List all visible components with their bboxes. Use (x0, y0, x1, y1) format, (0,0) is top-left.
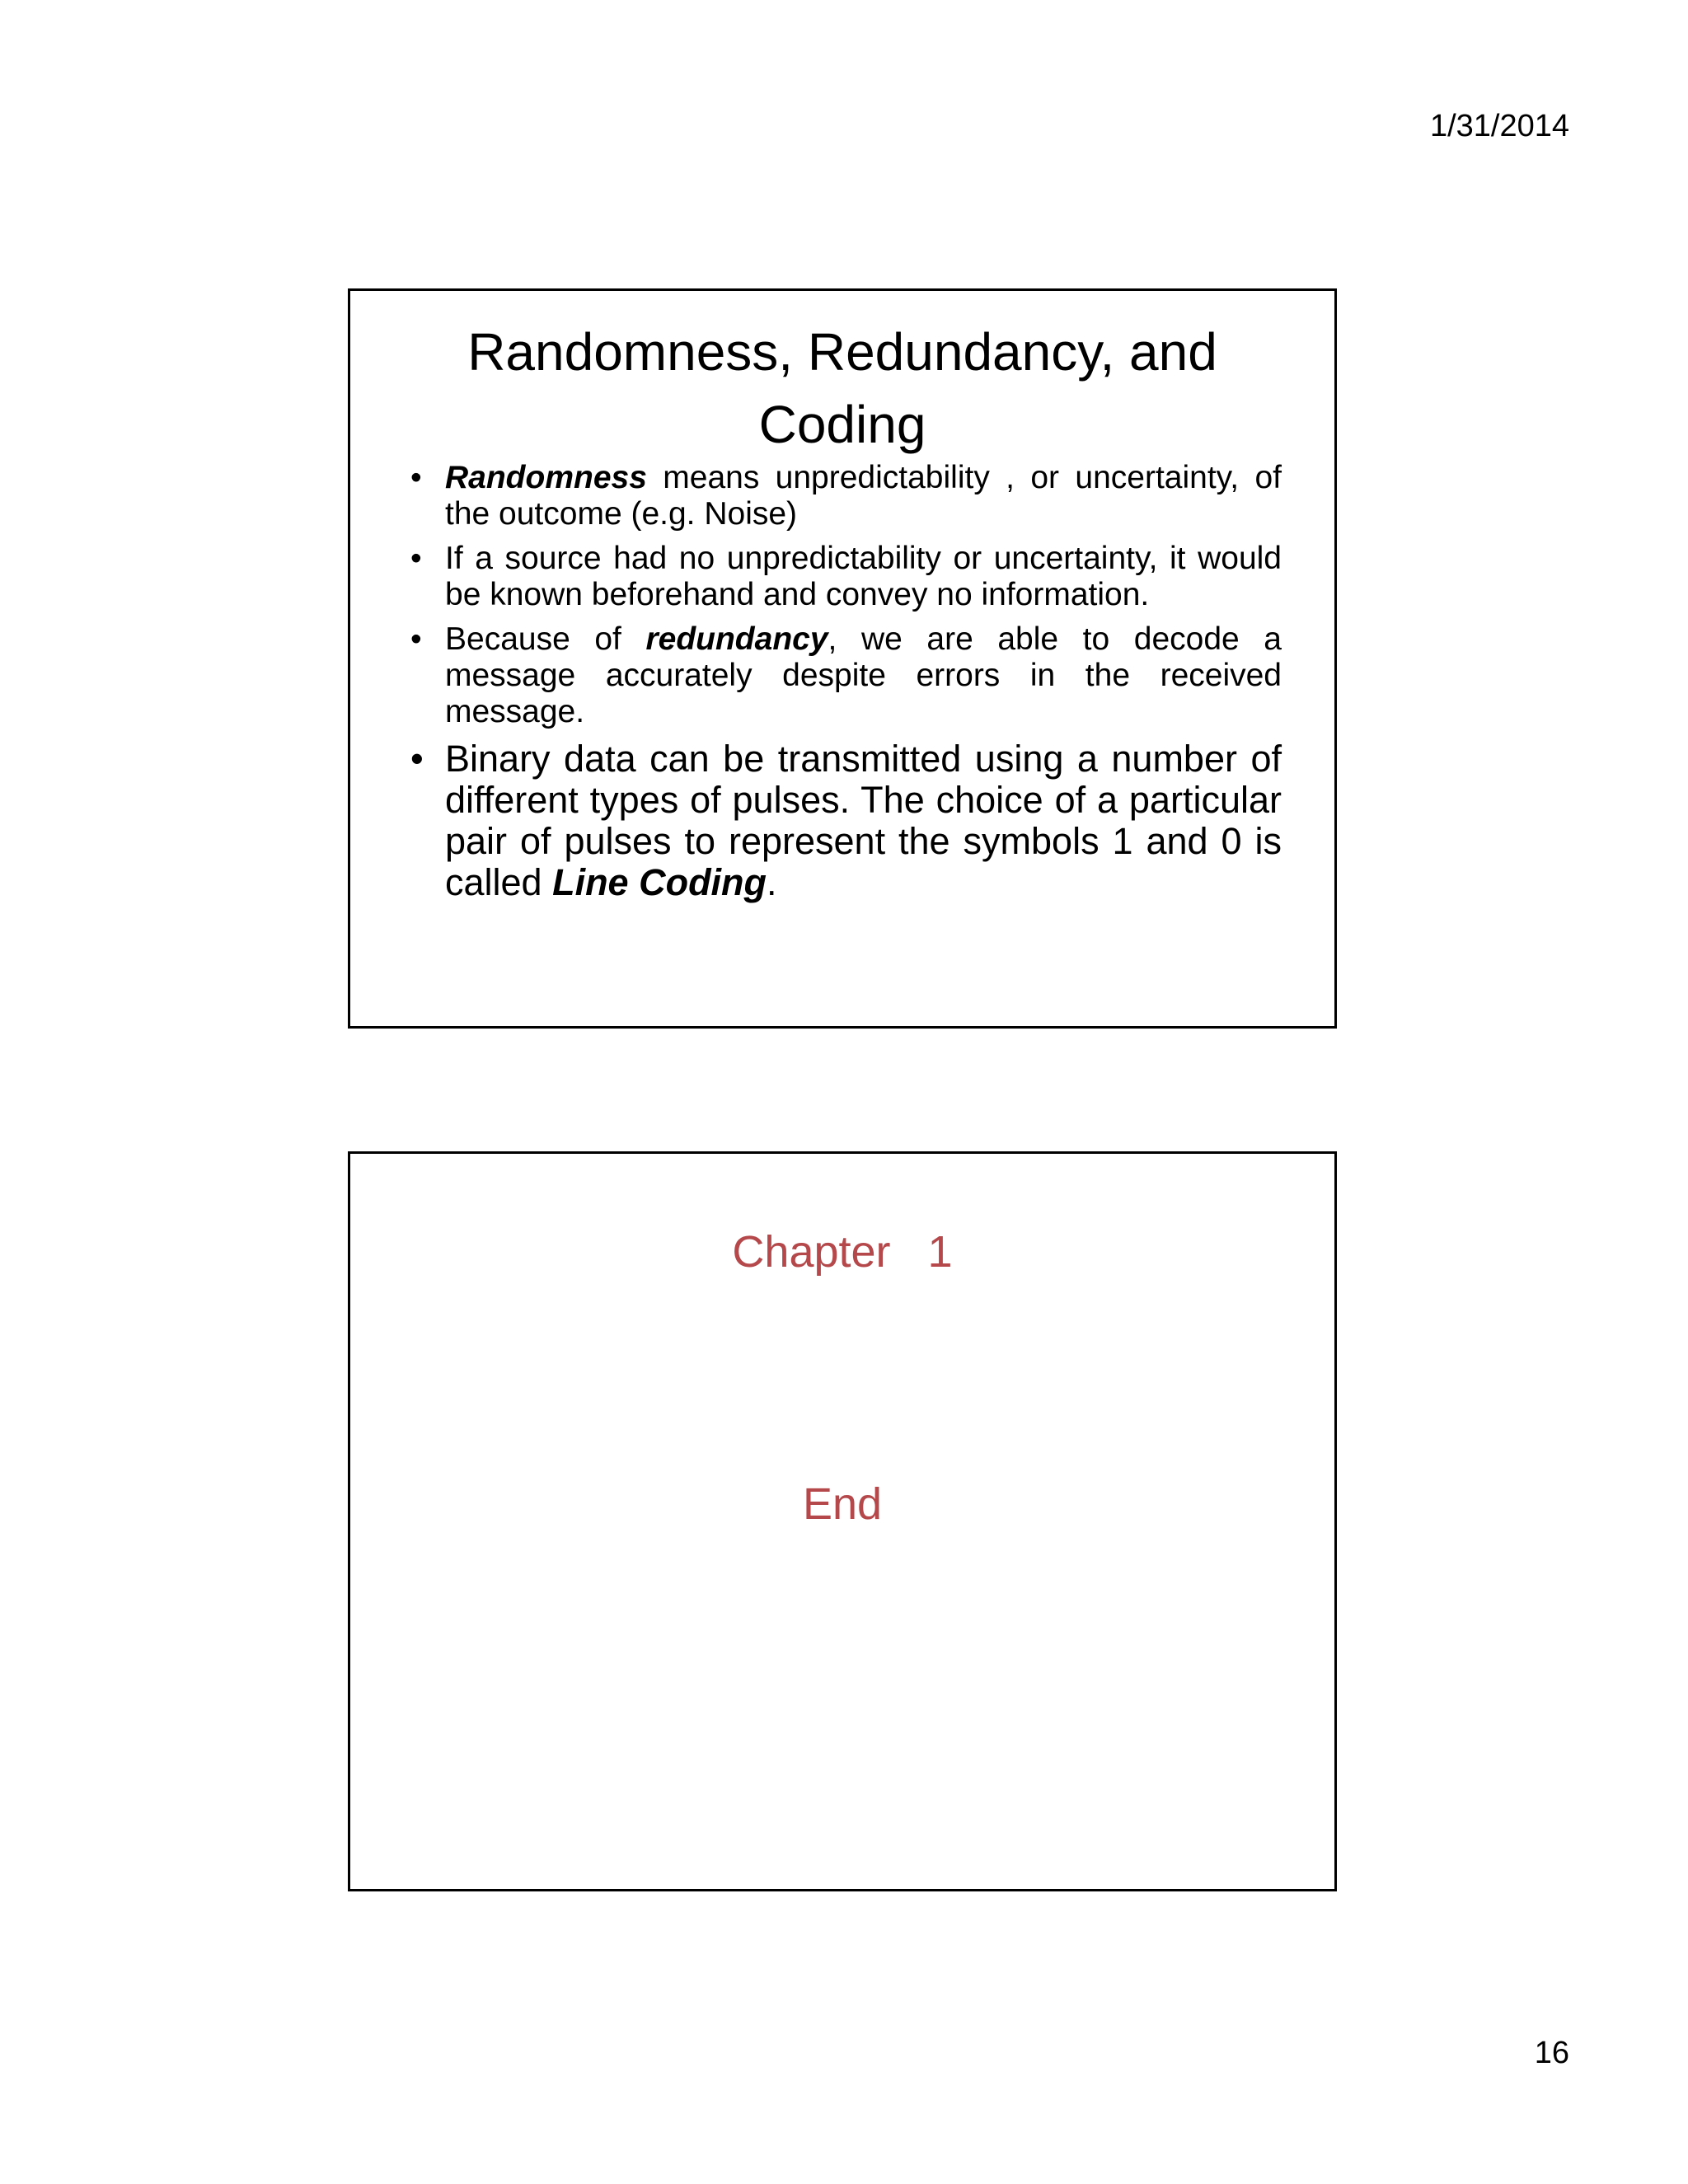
slide-title: Randomness, Redundancy, and Coding (467, 322, 1217, 454)
bullet-line-coding (445, 738, 1282, 903)
bullet-prefix: Because of (445, 621, 646, 657)
bullet-list (445, 460, 1282, 912)
slide-randomness-redundancy-coding (348, 288, 1337, 1029)
end-label: End (802, 1479, 883, 1529)
bullet-unpredictability (445, 541, 1282, 613)
page-date: 1/31/2014 (1429, 109, 1569, 143)
slide-chapter-end (348, 1151, 1337, 1891)
page-number: 16 (1534, 2036, 1569, 2070)
chapter-label: Chapter 1 (732, 1227, 953, 1277)
bullet-text: Binary data can be transmitted using a number of different types of pulses. The choice of a particular pair of pulses to represent the symbols 1 and 0 is called (445, 738, 1282, 903)
bullet-randomness (445, 460, 1282, 532)
bullet-text: , we are able to decode a message accurately despite errors in the received message. (445, 621, 1282, 729)
bullet-text: means unpredictability , or uncertainty, of the outcome (e.g. Noise) (445, 460, 1282, 532)
term-line-coding: Line Coding (552, 861, 767, 903)
bullet-redundancy (445, 621, 1282, 730)
bullet-suffix: . (767, 861, 777, 903)
term-redundancy: redundancy (645, 621, 828, 657)
term-randomness: Randomness (445, 460, 647, 495)
bullet-text: If a source had no unpredictability or uncertainty, it would be known beforehand and convey no information. (445, 541, 1282, 612)
